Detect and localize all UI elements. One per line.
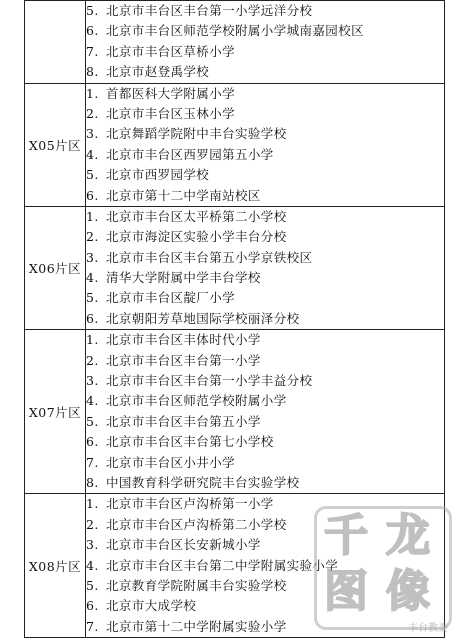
school-list-item bbox=[86, 207, 444, 227]
school-number: 6. bbox=[86, 187, 99, 203]
school-number: 5. bbox=[86, 3, 99, 18]
school-number: 6. bbox=[86, 23, 99, 39]
school-number: 8. bbox=[86, 474, 99, 490]
school-name: 北京市丰台区丰台第五小学 bbox=[106, 413, 261, 429]
school-number: 3. bbox=[86, 126, 99, 142]
school-number: 1. bbox=[86, 332, 99, 348]
school-name: 北京市丰台区卢沟桥第二小学校 bbox=[106, 516, 287, 532]
school-list-item bbox=[86, 330, 444, 350]
school-name: 北京市丰台区太平桥第二小学校 bbox=[106, 208, 287, 224]
school-list-item bbox=[86, 309, 444, 329]
school-name: 北京市赵登禹学校 bbox=[106, 64, 210, 80]
watermark-char: 千 bbox=[324, 510, 368, 561]
school-list-item bbox=[86, 535, 444, 555]
school-number: 3. bbox=[86, 373, 99, 389]
school-name: 北京市丰台区师范学校附属小学城南嘉园校区 bbox=[106, 23, 365, 39]
district-row bbox=[25, 494, 445, 638]
school-number: 2. bbox=[86, 516, 99, 532]
school-number: 1. bbox=[86, 85, 99, 101]
school-name: 北京舞蹈学院附中丰台实验学校 bbox=[106, 126, 287, 142]
school-name: 北京市丰台区丰台第二中学附属实验小学 bbox=[106, 557, 339, 573]
school-list-item bbox=[86, 62, 444, 82]
school-name: 北京市丰台区丰台第七小学校 bbox=[106, 434, 274, 450]
school-list-item bbox=[86, 371, 444, 391]
school-name: 北京朝阳芳草地国际学校丽泽分校 bbox=[106, 310, 300, 326]
school-list-item bbox=[86, 453, 444, 473]
school-list-item bbox=[86, 432, 444, 452]
school-name: 北京市大成学校 bbox=[106, 598, 197, 614]
school-number: 2. bbox=[86, 352, 99, 368]
school-number: 7. bbox=[86, 43, 99, 59]
school-list-item bbox=[86, 84, 444, 104]
school-list-item bbox=[86, 288, 444, 308]
district-name: X05片区 bbox=[25, 83, 86, 206]
district-name: X08片区 bbox=[25, 494, 86, 638]
watermark-char: 龙 bbox=[386, 510, 430, 561]
school-name: 北京市西罗园学校 bbox=[106, 167, 210, 183]
school-list-item bbox=[86, 515, 444, 535]
school-name: 中国教育科学研究院丰台实验学校 bbox=[106, 474, 300, 490]
school-name: 北京市丰台区丰台第五小学京铁校区 bbox=[106, 249, 313, 265]
district-row bbox=[25, 206, 445, 329]
school-list-item bbox=[86, 617, 444, 637]
school-number: 1. bbox=[86, 208, 99, 224]
school-number: 5. bbox=[86, 413, 99, 429]
school-list-item bbox=[86, 145, 444, 165]
school-name: 首都医科大学附属小学 bbox=[106, 85, 236, 101]
school-number: 4. bbox=[86, 557, 99, 573]
school-name: 北京市第十二中学南站校区 bbox=[106, 187, 261, 203]
school-number: 2. bbox=[86, 105, 99, 121]
school-list-item bbox=[86, 351, 444, 371]
district-row bbox=[25, 1, 445, 84]
school-number: 3. bbox=[86, 249, 99, 265]
school-number: 6. bbox=[86, 434, 99, 450]
school-list-item bbox=[86, 186, 444, 206]
school-list-item bbox=[86, 104, 444, 124]
school-list-item bbox=[86, 248, 444, 268]
school-name: 北京市丰台区卢沟桥第一小学 bbox=[106, 496, 274, 512]
school-name: 北京市丰台区西罗园第五小学 bbox=[106, 146, 274, 162]
school-number: 4. bbox=[86, 270, 99, 286]
district-name: X07片区 bbox=[25, 330, 86, 494]
district-name bbox=[25, 1, 86, 84]
school-number: 4. bbox=[86, 146, 99, 162]
school-list-item bbox=[86, 268, 444, 288]
school-name: 北京市丰台区小井小学 bbox=[106, 454, 236, 470]
school-name: 清华大学附属中学丰台学校 bbox=[106, 270, 261, 286]
school-list-item bbox=[86, 391, 444, 411]
school-number: 7. bbox=[86, 618, 99, 634]
district-row bbox=[25, 83, 445, 206]
school-number: 4. bbox=[86, 393, 99, 409]
school-number: 5. bbox=[86, 577, 99, 593]
school-list-item bbox=[86, 42, 444, 62]
school-name: 北京市丰台区师范学校附属小学 bbox=[106, 393, 287, 409]
school-list-item bbox=[86, 227, 444, 247]
school-number: 6. bbox=[86, 310, 99, 326]
school-name: 北京市丰台区丰台第一小学丰益分校 bbox=[106, 373, 313, 389]
school-number: 5. bbox=[86, 290, 99, 306]
school-list-item bbox=[86, 165, 444, 185]
district-name: X06片区 bbox=[25, 206, 86, 329]
school-name: 北京市丰台区丰体时代小学 bbox=[106, 332, 261, 348]
school-list bbox=[86, 206, 445, 329]
school-name: 北京市丰台区丰台第一小学 bbox=[106, 352, 261, 368]
watermark-char: 图 bbox=[324, 566, 368, 617]
school-list-item bbox=[86, 596, 444, 616]
school-number: 5. bbox=[86, 167, 99, 183]
school-list-item bbox=[86, 412, 444, 432]
school-number: 8. bbox=[86, 64, 99, 80]
school-district-table bbox=[24, 0, 445, 638]
watermark-caption: 丰台教委 bbox=[408, 623, 448, 634]
watermark-char: 像 bbox=[386, 566, 430, 617]
school-name: 北京市丰台区丰台第一小学远洋分校 bbox=[106, 3, 313, 18]
school-number: 3. bbox=[86, 537, 99, 553]
school-list bbox=[86, 83, 445, 206]
school-list-item bbox=[86, 576, 444, 596]
school-name: 北京市第十二中学附属实验小学 bbox=[106, 618, 287, 634]
school-name: 北京市丰台区玉林小学 bbox=[106, 105, 236, 121]
school-list bbox=[86, 1, 445, 84]
school-name: 北京市丰台区长安新城小学 bbox=[106, 537, 261, 553]
school-number: 7. bbox=[86, 454, 99, 470]
school-list-item bbox=[86, 1, 444, 21]
school-name: 北京市丰台区草桥小学 bbox=[106, 43, 236, 59]
school-number: 2. bbox=[86, 229, 99, 245]
district-row bbox=[25, 330, 445, 494]
school-list-item bbox=[86, 124, 444, 144]
school-name: 北京市海淀区实验小学丰台分校 bbox=[106, 229, 287, 245]
school-list-item bbox=[86, 556, 444, 576]
school-list-item bbox=[86, 21, 444, 41]
school-list-item bbox=[86, 494, 444, 514]
school-name: 北京教育学院附属丰台实验学校 bbox=[106, 577, 287, 593]
school-number: 1. bbox=[86, 496, 99, 512]
school-number: 6. bbox=[86, 598, 99, 614]
school-list bbox=[86, 494, 445, 638]
school-list-item bbox=[86, 473, 444, 493]
school-list bbox=[86, 330, 445, 494]
school-name: 北京市丰台区靛厂小学 bbox=[106, 290, 236, 306]
